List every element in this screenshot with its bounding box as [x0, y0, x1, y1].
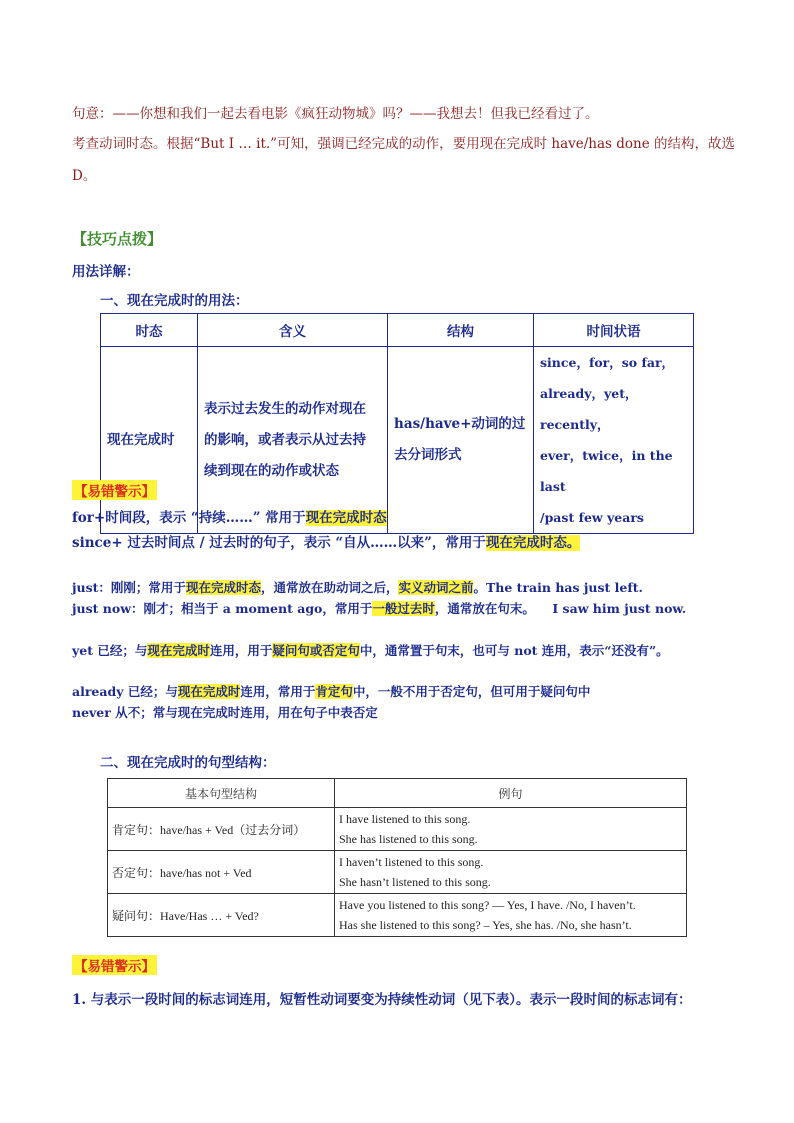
- table-row: [108, 808, 687, 851]
- table-row: [108, 894, 687, 937]
- header-meaning: 含义: [198, 314, 388, 347]
- section2-heading: 二、现在完成时的句型结构：: [100, 755, 276, 771]
- note-already: already 已经；与现在完成时连用，常用于肯定句中，一般不用于否定句，但可用于疑问句中: [72, 684, 591, 699]
- example-affirmative: I have listened to this song. She has listened to this song.: [335, 808, 687, 851]
- answer-choice: D。: [72, 168, 97, 184]
- header-tense: 时态: [101, 314, 198, 347]
- note-just-now: just now：刚才；相当于 a moment ago，常用于一般过去时，通常放在句末。 I saw him just now.: [72, 601, 687, 616]
- usage-table: [100, 313, 694, 534]
- section1-heading: 一、现在完成时的用法：: [100, 293, 249, 309]
- pattern-table: [107, 778, 687, 937]
- final-note: 1. 与表示一段时间的标志词连用，短暂性动词要变为持续性动词（见下表）。表示一段时间的标志词有：: [72, 992, 692, 1008]
- cell-meaning: 表示过去发生的动作对现在 的影响，或者表示从过去持 续到现在的动作或状态: [198, 347, 388, 534]
- pattern-negative: 否定句：have/has not + Ved: [108, 851, 335, 894]
- header-pattern: 基本句型结构: [108, 779, 335, 808]
- warning-tag: 【易错警示】: [72, 480, 157, 500]
- note-for: for+时间段，表示 “持续……” 常用于现在完成时态: [72, 510, 387, 526]
- note-yet: yet 已经；与现在完成时连用，用于疑问句或否定句中，通常置于句末，也可与 not 连用，表示“还没有”。: [72, 643, 669, 658]
- note-just: just：刚刚；常用于现在完成时态，通常放在助动词之后，实义动词之前。The train has just left.: [72, 580, 643, 595]
- tips-heading: 【技巧点拨】: [72, 230, 163, 248]
- answer-translation: 句意：——你想和我们一起去看电影《疯狂动物城》吗？——我想去！但我已经看过了。: [72, 106, 599, 122]
- answer-analysis: 考查动词时态。根据“But I … it.”可知，强调已经完成的动作，要用现在完成时 have/has done 的结构，故选: [72, 136, 735, 152]
- header-structure: 结构: [388, 314, 534, 347]
- pattern-question: 疑问句：Have/Has … + Ved?: [108, 894, 335, 937]
- cell-structure: has/have+动词的过 去分词形式: [388, 347, 534, 534]
- cell-adverbials: since，for，so far， already，yet，recently， ever，twice，in the last /past few years: [534, 347, 694, 534]
- header-adverbials: 时间状语: [534, 314, 694, 347]
- warning-tag-2: 【易错警示】: [72, 955, 157, 975]
- note-since: since+ 过去时间点 / 过去时的句子，表示 “自从……以来”，常用于现在完成时态。: [72, 535, 581, 551]
- table-row: [108, 851, 687, 894]
- header-example: 例句: [335, 779, 687, 808]
- note-never: never 从不；常与现在完成时连用，用在句子中表否定: [72, 705, 378, 720]
- example-negative: I haven’t listened to this song. She hasn’t listened to this song.: [335, 851, 687, 894]
- example-question: Have you listened to this song? — Yes, I have. /No, I haven’t. Has she listened to this song? – Yes, she has. /No, she hasn’t.: [335, 894, 687, 937]
- pattern-affirmative: 肯定句：have/has + Ved（过去分词）: [108, 808, 335, 851]
- cell-tense: 现在完成时: [101, 347, 198, 534]
- usage-heading: 用法详解：: [72, 264, 140, 280]
